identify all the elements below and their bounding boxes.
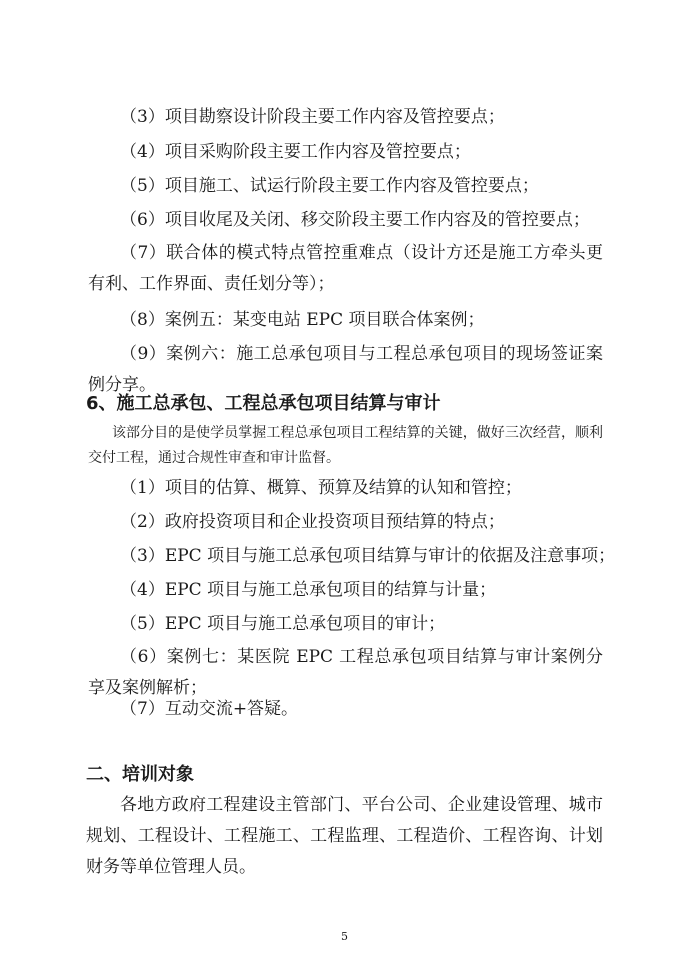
part-heading: 二、培训对象	[86, 764, 194, 785]
list-item: （4）项目采购阶段主要工作内容及管控要点；	[120, 142, 471, 162]
list-item: （6）案例七：某医院 EPC 工程总承包项目结算与审计案例分享及案例解析；	[88, 647, 603, 698]
list-item: （3）EPC 项目与施工总承包项目结算与审计的依据及注意事项；	[120, 546, 616, 566]
list-item: （3）项目勘察设计阶段主要工作内容及管控要点；	[120, 107, 505, 127]
list-item: （6）项目收尾及关闭、移交阶段主要工作内容及的管控要点；	[120, 210, 590, 230]
list-item: （5）EPC 项目与施工总承包项目的审计；	[120, 614, 446, 634]
list-item: （1）项目的估算、概算、预算及结算的认知和管控；	[120, 478, 522, 498]
list-item: （4）EPC 项目与施工总承包项目的结算与计量；	[120, 580, 497, 600]
section-heading: 6、施工总承包、工程总承包项目结算与审计	[86, 393, 441, 414]
list-item: （5）项目施工、试运行阶段主要工作内容及管控要点；	[120, 176, 539, 196]
part-paragraph: 各地方政府工程建设主管部门、平台公司、企业建设管理、城市规划、工程设计、工程施工、工程监理、工程造价、工程咨询、计划财务等单位管理人员。	[86, 795, 603, 877]
list-item: （9）案例六：施工总承包项目与工程总承包项目的现场签证案例分享。	[88, 344, 603, 395]
list-item: （7）联合体的模式特点管控重难点（设计方还是施工方牵头更有利、工作界面、责任划分等）；	[88, 243, 603, 294]
list-item: （8）案例五：某变电站 EPC 项目联合体案例；	[120, 310, 485, 330]
list-item: （7）互动交流+答疑。	[120, 699, 299, 719]
section-intro: 该部分目的是使学员掌握工程总承包项目工程结算的关键，做好三次经营，顺利交付工程，通过合规性审查和审计监督。	[88, 425, 603, 466]
page-number: 5	[341, 930, 348, 943]
list-item: （2）政府投资项目和企业投资项目预结算的特点；	[120, 512, 505, 532]
